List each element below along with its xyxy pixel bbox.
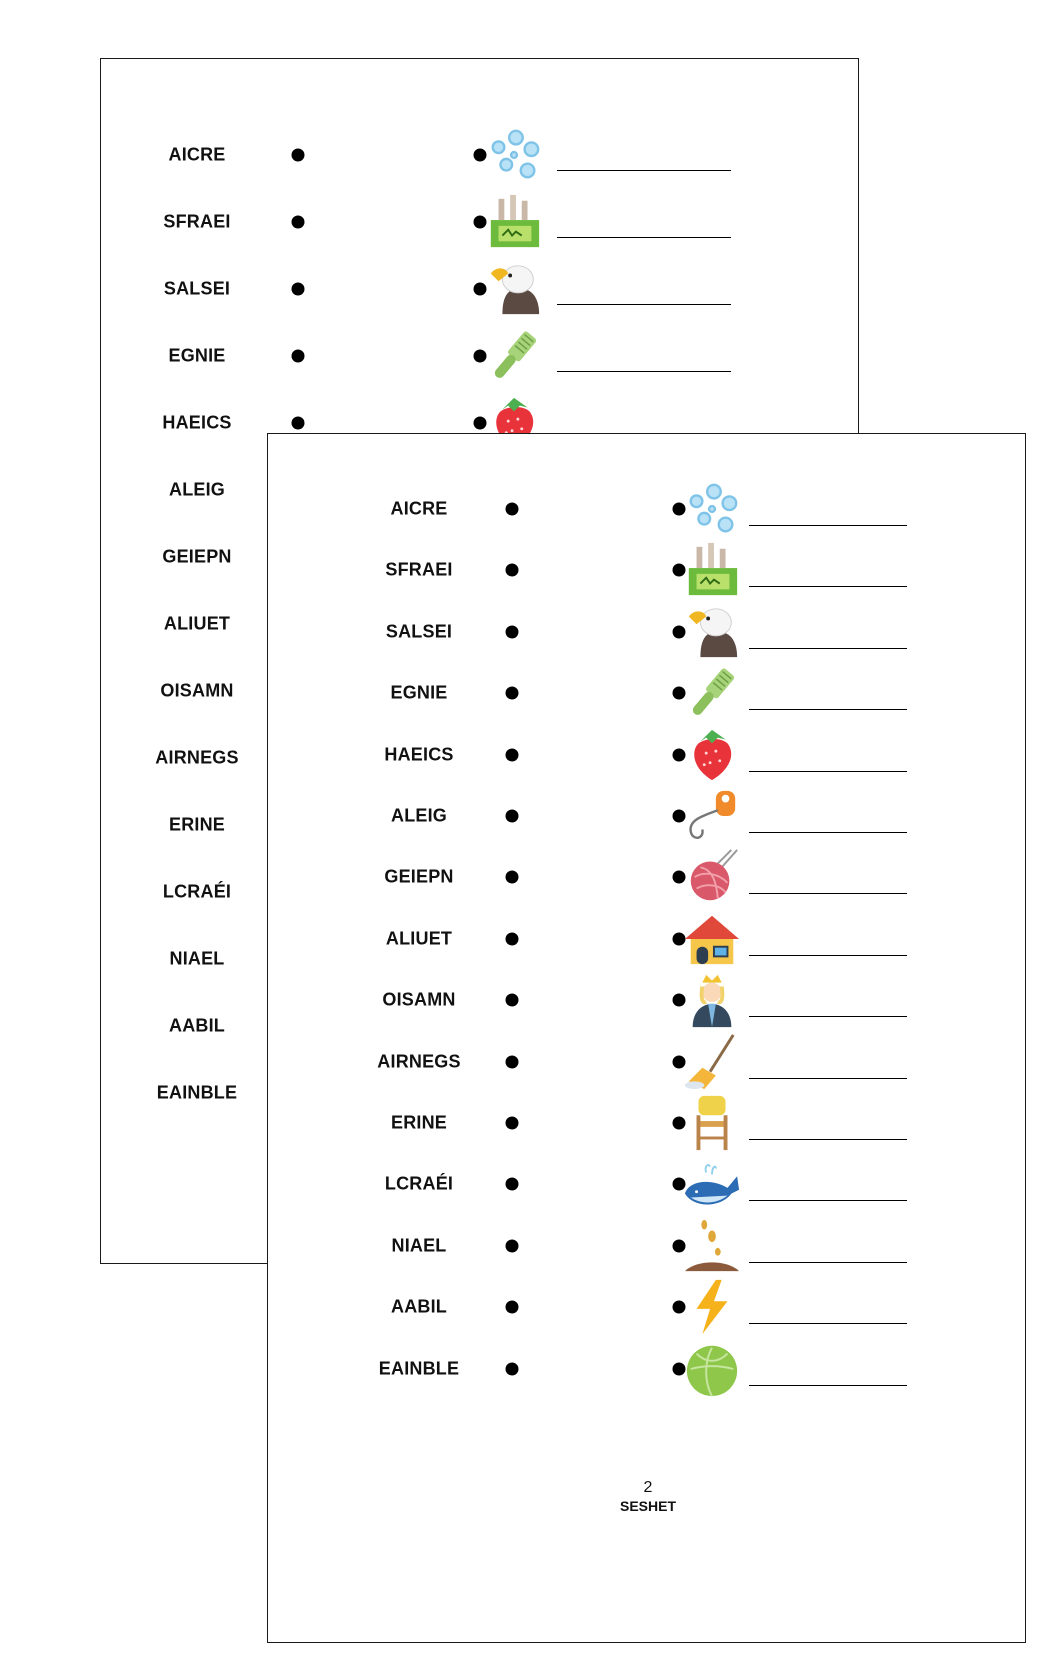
front-sheet-row — [268, 1032, 1025, 1092]
scrambled-word: AABIL — [391, 1296, 447, 1317]
front-sheet-row — [268, 847, 1025, 907]
word-match-dot[interactable] — [506, 503, 519, 516]
front-sheet-row — [268, 1339, 1025, 1399]
answer-line[interactable] — [749, 648, 907, 649]
answer-line[interactable] — [749, 525, 907, 526]
front-sheet-row — [268, 725, 1025, 785]
lightning-icon — [683, 1278, 741, 1336]
factory-box-icon — [683, 541, 741, 599]
cabbage-icon — [683, 1340, 741, 1398]
answer-line[interactable] — [557, 371, 731, 372]
back-sheet-row — [101, 125, 858, 185]
scrambled-word: HAEICS — [384, 744, 454, 765]
snowflakes-icon — [683, 480, 741, 538]
word-match-dot[interactable] — [292, 350, 305, 363]
word-match-dot[interactable] — [506, 687, 519, 700]
scrambled-word: EAINBLE — [378, 1358, 460, 1379]
snowflakes-icon — [485, 126, 543, 184]
front-worksheet-page — [267, 433, 1026, 1643]
scrambled-word: EAINBLE — [156, 1082, 238, 1103]
dog-leash-icon — [683, 787, 741, 845]
word-match-dot[interactable] — [506, 1239, 519, 1252]
answer-line[interactable] — [749, 1078, 907, 1079]
scrambled-word: NIAEL — [391, 1235, 447, 1256]
yarn-ball-icon — [683, 848, 741, 906]
page-number: 2 — [643, 1479, 653, 1496]
word-match-dot[interactable] — [292, 216, 305, 229]
front-sheet-row — [268, 1093, 1025, 1153]
word-match-dot[interactable] — [292, 417, 305, 430]
front-sheet-row — [268, 909, 1025, 969]
word-match-dot[interactable] — [506, 1117, 519, 1130]
word-match-dot[interactable] — [506, 1178, 519, 1191]
scrambled-word: AABIL — [169, 1015, 225, 1036]
scrambled-word: AICRE — [168, 144, 226, 165]
answer-line[interactable] — [749, 832, 907, 833]
front-sheet-row — [268, 479, 1025, 539]
seeds-icon — [683, 1217, 741, 1275]
word-match-dot[interactable] — [506, 625, 519, 638]
comb-icon — [485, 327, 543, 385]
word-match-dot[interactable] — [506, 932, 519, 945]
front-sheet-row — [268, 602, 1025, 662]
broom-icon — [683, 1033, 741, 1091]
answer-line[interactable] — [749, 709, 907, 710]
scrambled-word: EGNIE — [168, 345, 226, 366]
house-icon — [683, 910, 741, 968]
back-sheet-row — [101, 192, 858, 252]
front-sheet-row — [268, 1154, 1025, 1214]
scrambled-word: OISAMN — [160, 680, 234, 701]
scrambled-word: HAEICS — [162, 412, 232, 433]
word-match-dot[interactable] — [292, 149, 305, 162]
word-match-dot[interactable] — [506, 1362, 519, 1375]
scrambled-word: GEIEPN — [384, 866, 454, 887]
front-sheet-row — [268, 540, 1025, 600]
word-match-dot[interactable] — [292, 283, 305, 296]
word-match-dot[interactable] — [506, 810, 519, 823]
front-sheet-row — [268, 786, 1025, 846]
factory-box-icon — [485, 193, 543, 251]
front-sheet-row — [268, 1277, 1025, 1337]
answer-line[interactable] — [749, 893, 907, 894]
scrambled-word: ERINE — [168, 814, 226, 835]
scrambled-word: SALSEI — [385, 621, 453, 642]
eagle-icon — [683, 603, 741, 661]
scrambled-word: NIAEL — [169, 948, 225, 969]
answer-line[interactable] — [749, 1385, 907, 1386]
scrambled-word: ALIUET — [163, 613, 231, 634]
scrambled-word: LCRAÉI — [384, 1173, 454, 1194]
answer-line[interactable] — [557, 237, 731, 238]
scrambled-word: LCRAÉI — [162, 881, 232, 902]
scrambled-word: GEIEPN — [162, 546, 232, 567]
comb-icon — [683, 664, 741, 722]
word-match-dot[interactable] — [506, 1301, 519, 1314]
answer-line[interactable] — [557, 170, 731, 171]
back-sheet-row — [101, 326, 858, 386]
scrambled-word: AICRE — [390, 498, 448, 519]
scrambled-word: ALEIG — [390, 805, 448, 826]
scrambled-word: ALEIG — [168, 479, 226, 500]
word-match-dot[interactable] — [506, 871, 519, 884]
word-match-dot[interactable] — [506, 564, 519, 577]
chair-icon — [683, 1094, 741, 1152]
front-sheet-row — [268, 970, 1025, 1030]
eagle-icon — [485, 260, 543, 318]
scrambled-word: OISAMN — [382, 989, 456, 1010]
strawberry-icon — [683, 726, 741, 784]
answer-line[interactable] — [749, 1200, 907, 1201]
answer-line[interactable] — [749, 1139, 907, 1140]
answer-line[interactable] — [749, 955, 907, 956]
scrambled-word: SALSEI — [163, 278, 231, 299]
front-sheet-row — [268, 663, 1025, 723]
front-sheet-row — [268, 1216, 1025, 1276]
answer-line[interactable] — [749, 1323, 907, 1324]
scrambled-word: AIRNEGS — [377, 1051, 461, 1072]
back-sheet-row — [101, 259, 858, 319]
word-match-dot[interactable] — [506, 748, 519, 761]
scrambled-word: EGNIE — [390, 682, 448, 703]
answer-line[interactable] — [749, 771, 907, 772]
word-match-dot[interactable] — [506, 994, 519, 1007]
scrambled-word: AIRNEGS — [155, 747, 239, 768]
scrambled-word: ALIUET — [385, 928, 453, 949]
scrambled-word: ERINE — [390, 1112, 448, 1133]
word-match-dot[interactable] — [506, 1055, 519, 1068]
scrambled-word: SFRAEI — [163, 211, 231, 232]
scrambled-word: SFRAEI — [385, 559, 453, 580]
answer-line[interactable] — [749, 586, 907, 587]
queen-icon — [683, 971, 741, 1029]
whale-icon — [683, 1155, 741, 1213]
answer-line[interactable] — [557, 304, 731, 305]
answer-line[interactable] — [749, 1016, 907, 1017]
answer-line[interactable] — [749, 1262, 907, 1263]
footer-code: SESHET — [619, 1498, 676, 1514]
